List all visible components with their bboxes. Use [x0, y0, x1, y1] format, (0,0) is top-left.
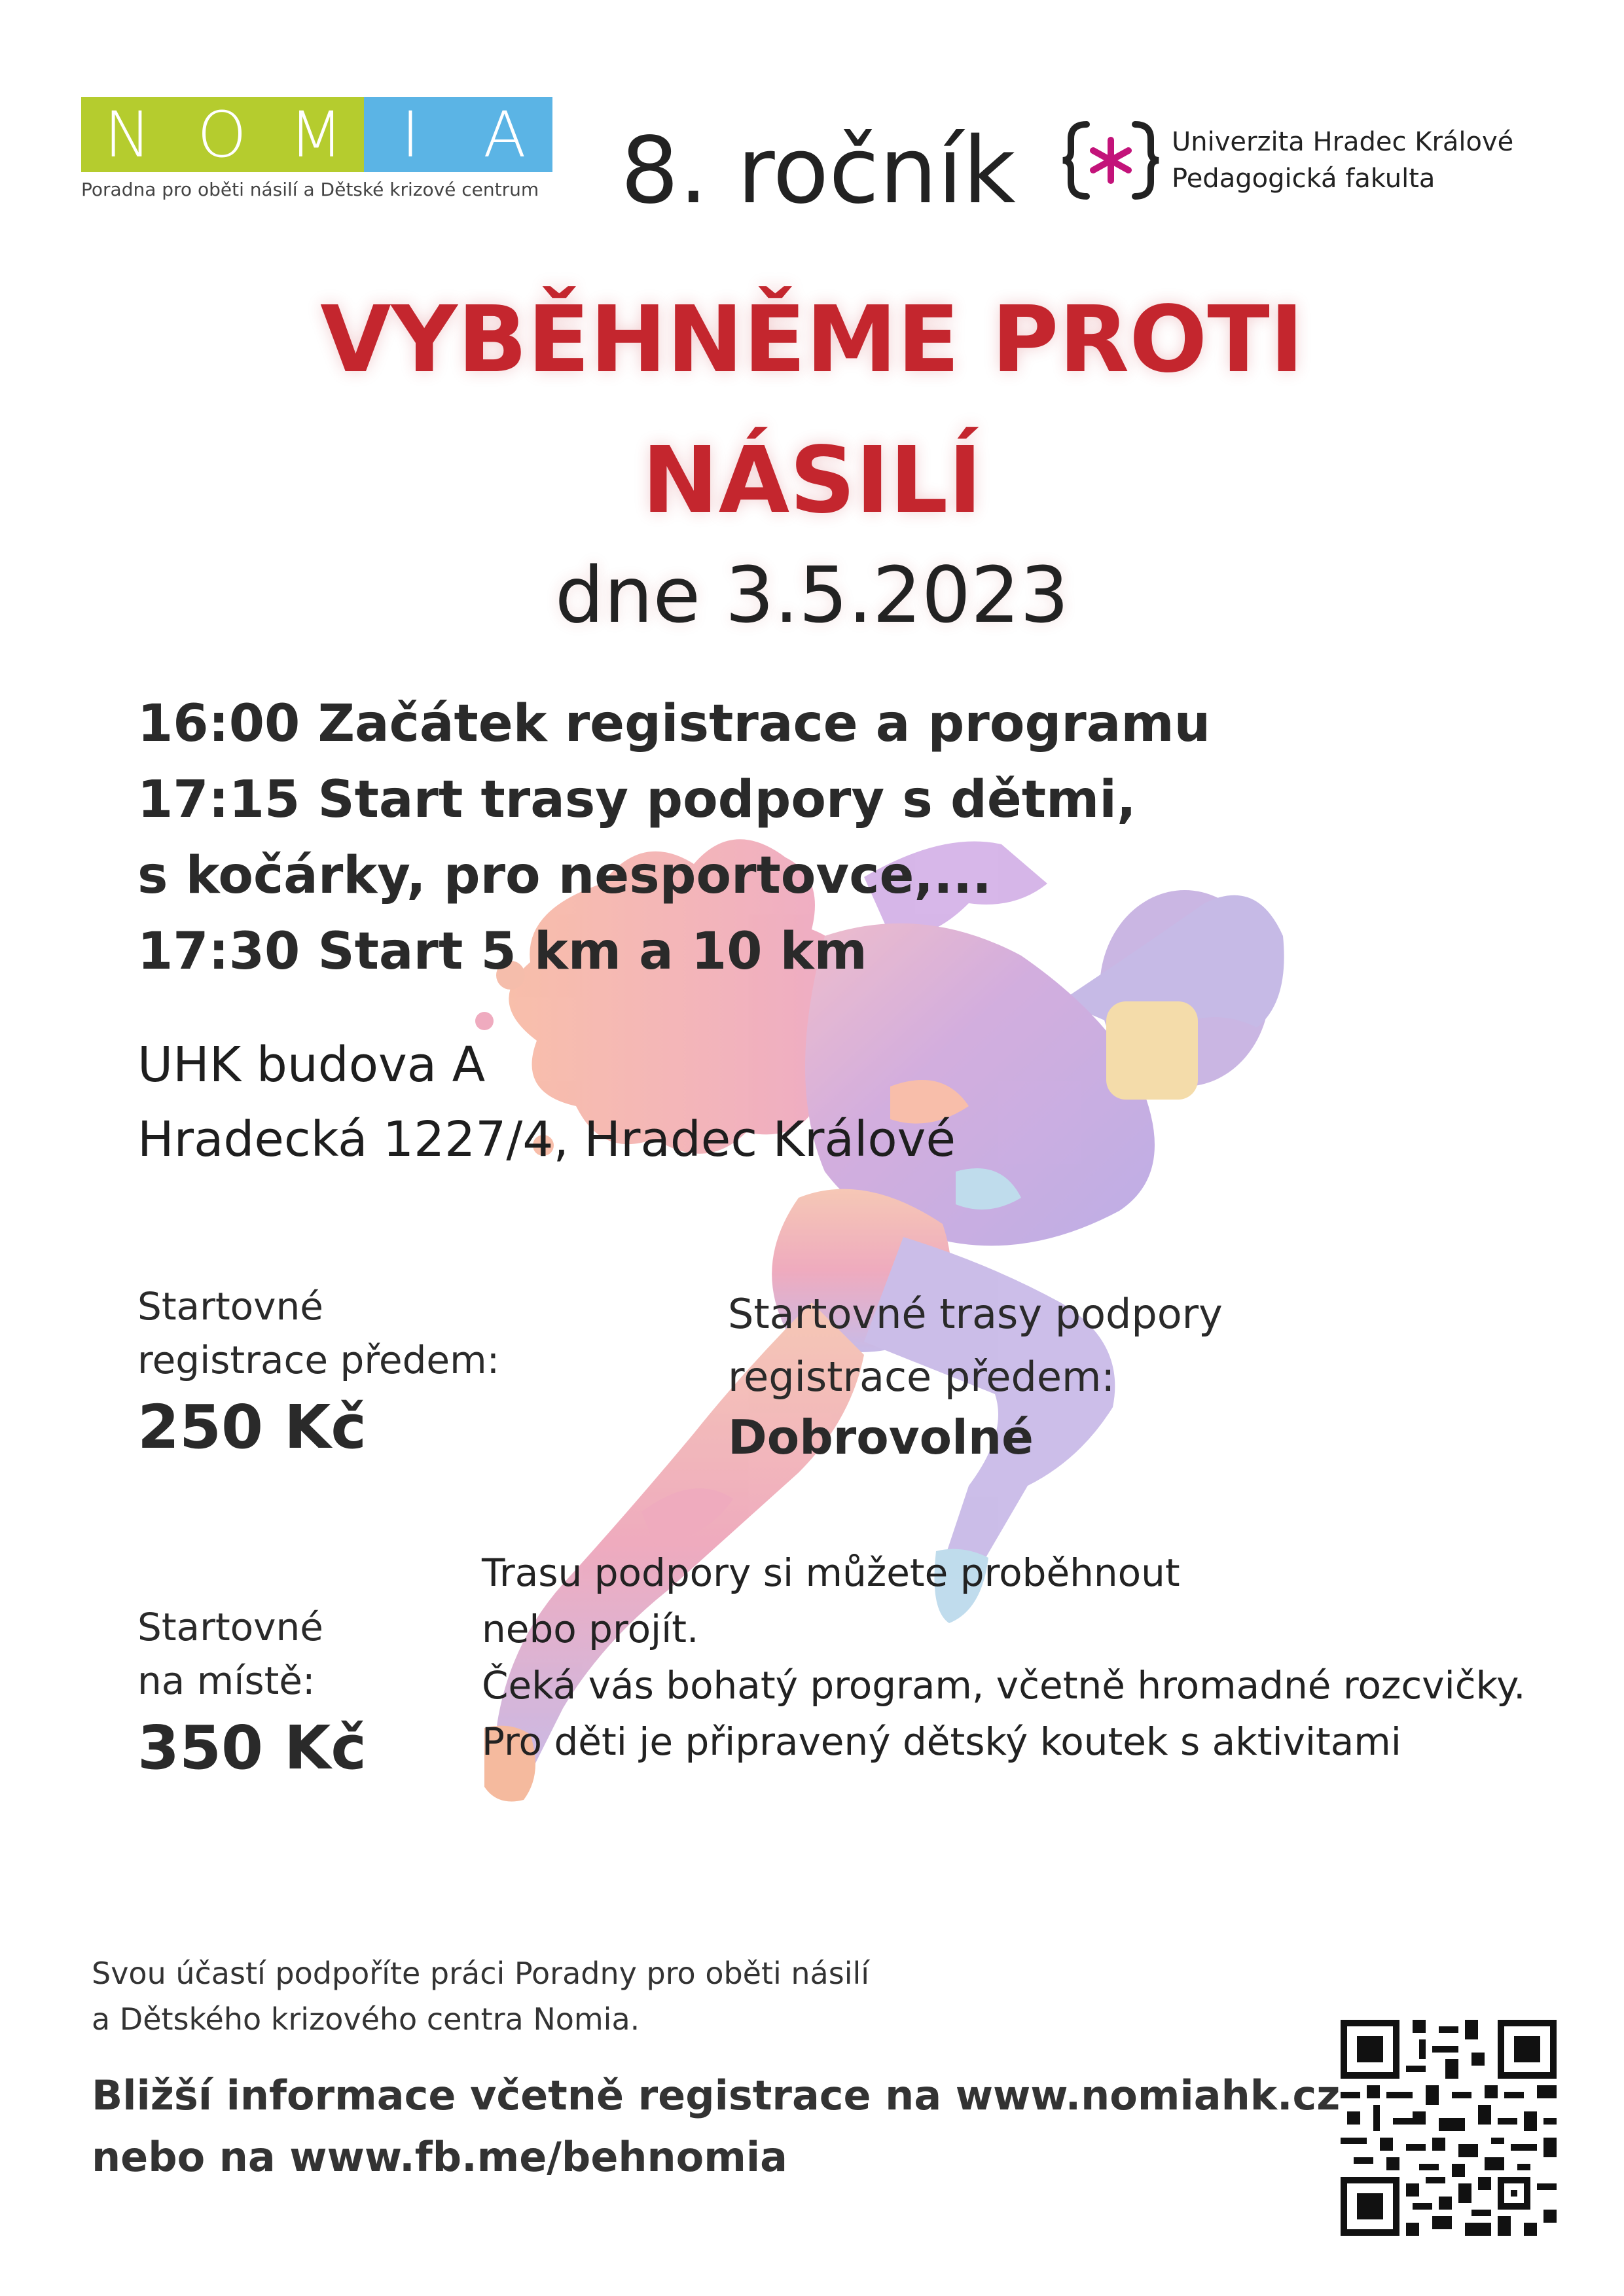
info-line-4: Pro děti je připravený dětský koutek s aktivitami: [482, 1719, 1401, 1764]
venue-address: [137, 1028, 956, 1177]
qr-code-icon: [1341, 2020, 1557, 2236]
info-line-3: Čeká vás bohatý program, včetně hromadné rozcvičky.: [482, 1663, 1526, 1708]
fee-onsite: [137, 1600, 367, 1783]
fee-support: [728, 1283, 1223, 1465]
nomia-letter-m: M: [270, 97, 364, 172]
fee-support-price: Dobrovolné: [728, 1410, 1034, 1465]
address-line-1: UHK budova A: [137, 1037, 486, 1093]
schedule-line-2: 17:15 Start trasy podpory s dětmi,: [137, 770, 1136, 829]
schedule-line-1: 16:00 Začátek registrace a programu: [137, 694, 1211, 753]
fee-onsite-label-1: Startovné: [137, 1605, 323, 1649]
fee-advance-label-1: Startovné: [137, 1284, 323, 1329]
fee-support-label-2: registrace předem:: [728, 1353, 1115, 1401]
support-note-line-1: Svou účastí podpoříte práci Poradny pro oběti násilí: [92, 1956, 870, 1991]
schedule-line-3: s kočárky, pro nesportovce,...: [137, 846, 992, 905]
schedule: [137, 686, 1210, 990]
registration-line-1: Bližší informace včetně registrace na www.nomiahk.cz: [92, 2072, 1341, 2119]
fee-support-label-1: Startovné trasy podpory: [728, 1290, 1223, 1338]
fee-onsite-label-2: na místě:: [137, 1659, 316, 1703]
nomia-letter-n: N: [81, 97, 175, 172]
fee-advance-label-2: registrace předem:: [137, 1338, 500, 1382]
info-line-2: nebo projít.: [482, 1607, 699, 1651]
title-line2: NÁSILÍ: [641, 427, 983, 534]
uhk-line2: Pedagogická fakulta: [1172, 164, 1435, 194]
nomia-letter-i: I: [364, 97, 458, 172]
uhk-asterisk-icon: [1062, 118, 1160, 203]
address-line-2: Hradecká 1227/4, Hradec Králové: [137, 1111, 956, 1168]
nomia-logo-letters: [81, 97, 552, 172]
uhk-line1: Univerzita Hradec Králové: [1172, 127, 1514, 157]
registration-info: [92, 2065, 1340, 2188]
fee-advance-price: 250 Kč: [137, 1392, 367, 1462]
nomia-logo: [81, 97, 552, 200]
uhk-text: [1172, 124, 1513, 197]
fee-advance: [137, 1280, 499, 1462]
program-info: [482, 1545, 1526, 1770]
info-line-1: Trasu podpory si můžete proběhnout: [482, 1551, 1180, 1595]
edition-label: 8. ročník: [621, 118, 1016, 224]
support-note: [92, 1950, 869, 2042]
uhk-logo: [1062, 118, 1559, 203]
nomia-subtitle: Poradna pro oběti násilí a Dětské krizové centrum: [81, 179, 539, 200]
registration-line-2: nebo na www.fb.me/behnomia: [92, 2133, 787, 2181]
title-line1: VYBĚHNĚME PROTI: [320, 287, 1304, 393]
event-date: dne 3.5.2023: [554, 550, 1070, 640]
nomia-letter-o: O: [175, 97, 270, 172]
support-note-line-2: a Dětského krizového centra Nomia.: [92, 2001, 640, 2037]
schedule-line-4: 17:30 Start 5 km a 10 km: [137, 922, 867, 981]
fee-onsite-price: 350 Kč: [137, 1713, 367, 1783]
nomia-letter-a: A: [458, 97, 552, 172]
